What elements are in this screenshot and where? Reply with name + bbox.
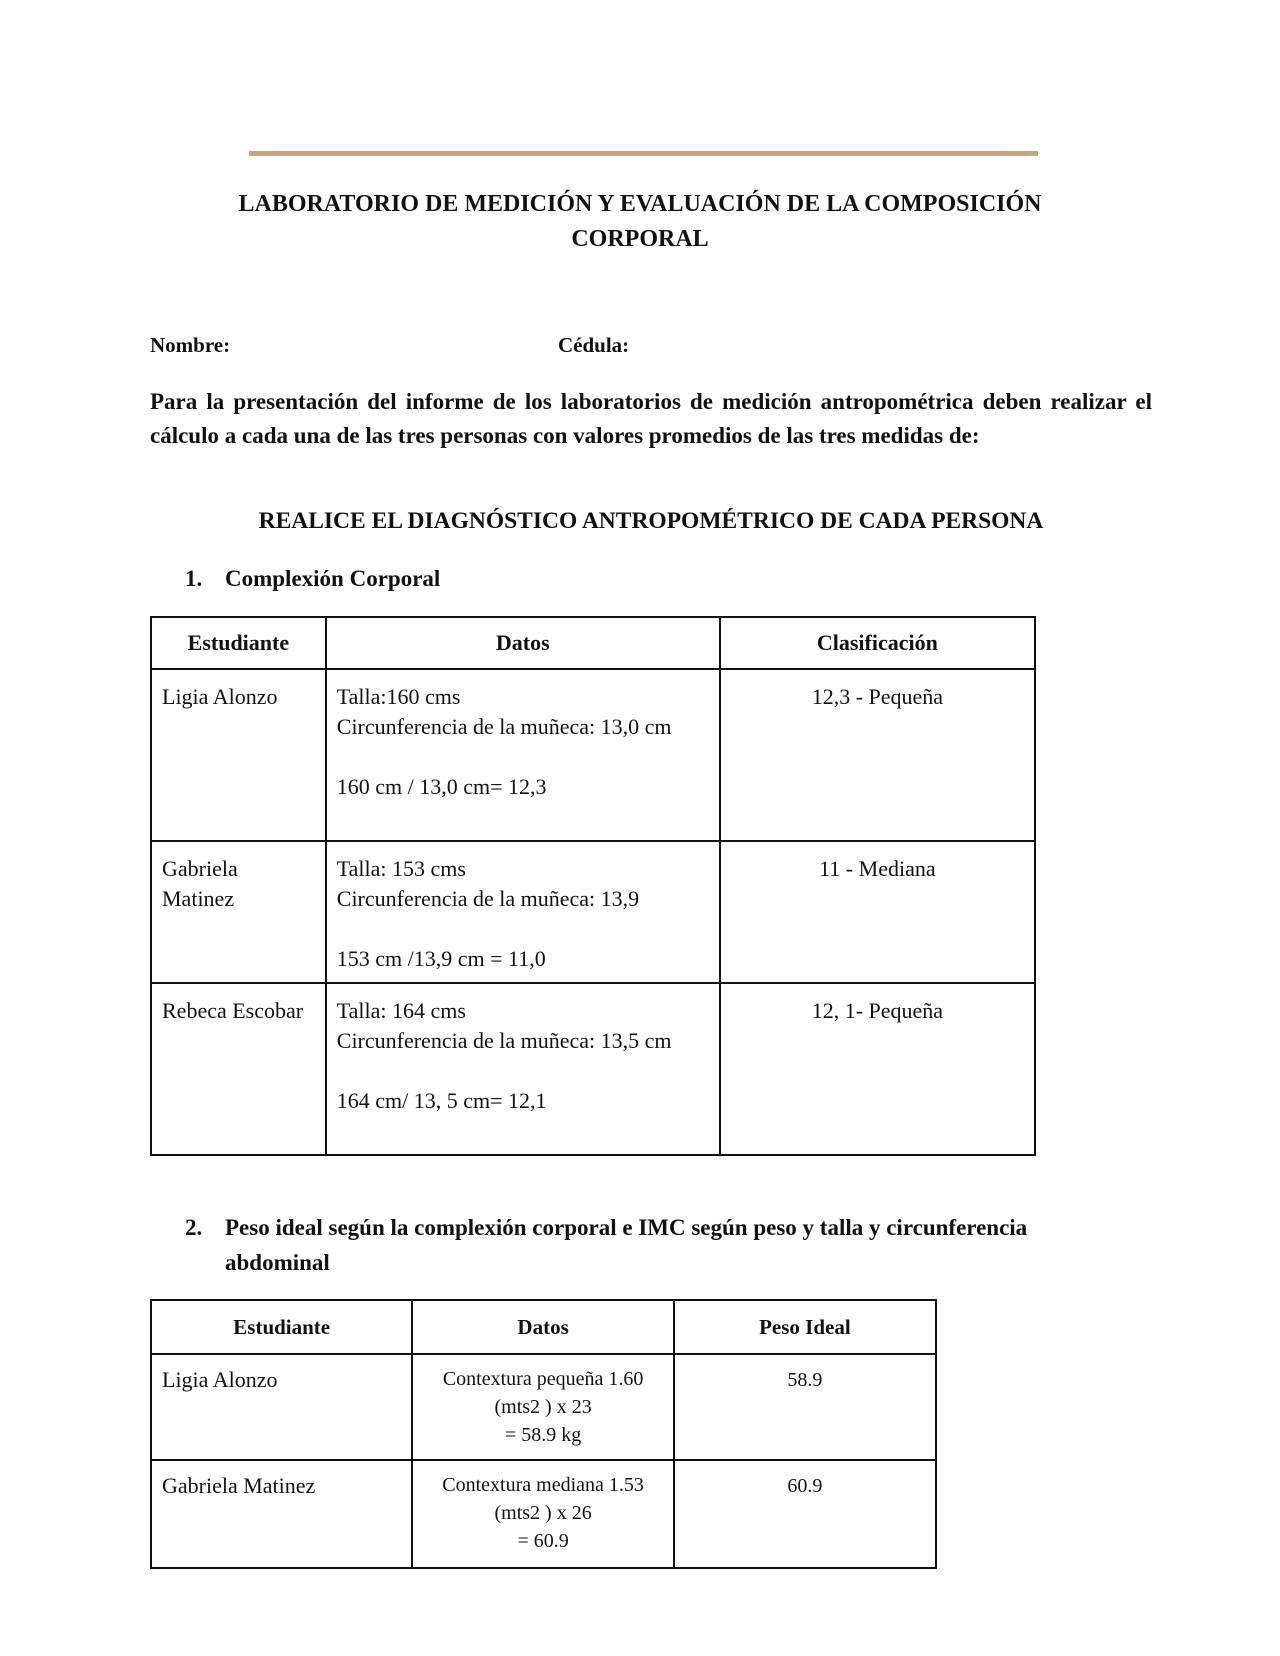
datos-circunferencia: Circunferencia de la muñeca: 13,5 cm [336,1028,672,1053]
cell-clasificacion: 12, 1- Pequeña [720,983,1035,1155]
datos-calculo: 160 cm / 13,0 cm= 12,3 [336,774,547,799]
datos-circunferencia: Circunferencia de la muñeca: 13,0 cm [336,714,672,739]
cell-estudiante: Ligia Alonzo [151,669,326,841]
datos-talla: Talla:160 cms [336,684,461,709]
datos-talla: Talla: 153 cms [336,856,466,881]
section-2-number: 2. [185,1215,203,1240]
header-datos: Datos [326,617,720,669]
header-accent-rule [249,151,1038,156]
section-2-text: Peso ideal según la complexión corporal e IMC según peso y talla y circunferencia abdominal [225,1215,1028,1275]
cedula-label: Cédula: [558,333,630,357]
header-clasificacion: Clasificación [720,617,1035,669]
datos-talla: Talla: 164 cms [336,998,466,1023]
datos-line-2: (mts2 ) x 26 [494,1502,592,1524]
datos-calculo: 164 cm/ 13, 5 cm= 12,1 [336,1088,547,1113]
cell-estudiante: Rebeca Escobar [151,983,326,1155]
section-1-title [185,561,440,596]
table-row [151,669,1035,841]
header-estudiante: Estudiante [151,617,326,669]
cell-clasificacion: 12,3 - Pequeña [720,669,1035,841]
header-datos: Datos [412,1300,673,1354]
nombre-label: Nombre: [150,333,231,357]
cell-datos [326,669,720,841]
cell-estudiante: Gabriela Matinez [151,841,326,983]
title-line-2: CORPORAL [571,226,709,252]
section-1-number: 1. [185,566,203,591]
table-header-row [151,617,1035,669]
cell-peso-ideal: 60.9 [674,1460,936,1568]
datos-calculo: 153 cm /13,9 cm = 11,0 [336,946,546,971]
intro-paragraph: Para la presentación del informe de los laboratorios de medición antropométrica deben realizar el cálculo a cada una de las tres personas con valores promedios de las tres medidas de: [150,389,1152,448]
table-row [151,1460,936,1568]
datos-line-3: = 58.9 kg [504,1424,582,1446]
datos-line-1: Contextura mediana 1.53 [442,1474,644,1496]
header-peso-ideal: Peso Ideal [674,1300,936,1354]
document-title [180,187,1100,257]
peso-ideal-table [150,1299,937,1569]
section-1-text: Complexión Corporal [225,566,441,591]
cell-datos [326,841,720,983]
datos-line-3: = 60.9 [517,1530,569,1552]
table-row [151,983,1035,1155]
cell-datos [412,1354,673,1460]
section-2-title [185,1210,1115,1280]
cell-peso-ideal: 58.9 [674,1354,936,1460]
datos-line-2: (mts2 ) x 23 [494,1396,592,1418]
cell-datos [412,1460,673,1568]
table-row [151,841,1035,983]
table-header-row [151,1300,936,1354]
datos-line-1: Contextura pequeña 1.60 [442,1368,644,1390]
cell-estudiante: Ligia Alonzo [151,1354,412,1460]
cell-estudiante: Gabriela Matinez [151,1460,412,1568]
cell-clasificacion: 11 - Mediana [720,841,1035,983]
table-row [151,1354,936,1460]
header-estudiante: Estudiante [151,1300,412,1354]
main-heading: REALICE EL DIAGNÓSTICO ANTROPOMÉTRICO DE CADA PERSONA [258,508,1044,534]
datos-circunferencia: Circunferencia de la muñeca: 13,9 [336,886,640,911]
complexion-table [150,616,1036,1156]
title-line-1: LABORATORIO DE MEDICIÓN Y EVALUACIÓN DE LA COMPOSICIÓN [238,191,1042,217]
cell-datos [326,983,720,1155]
